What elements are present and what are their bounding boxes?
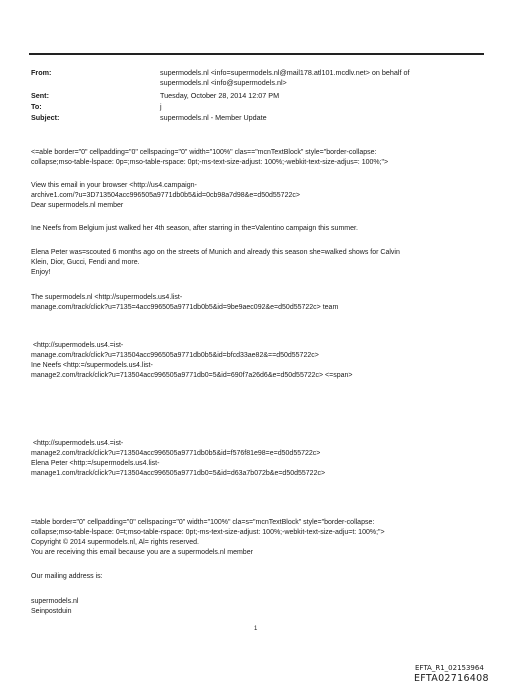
subject-label: Subject: xyxy=(31,113,60,122)
sent-label: Sent: xyxy=(31,91,49,100)
to-label: To: xyxy=(31,102,42,111)
ine-neefs-links: <http://supermodels.us4.=ist- manage.com/track/click?u=713504acc996505a9771db0b5&id=bfcd33ae82&==d50d55722c> Ine Neefs <http:=/supermodels.us4.list- manage2.com/track/click?u=713504acc996505a9771db0=5&id=690f7a26d6&e=d50d55722c> <=span> xyxy=(31,342,353,379)
from-label: From: xyxy=(31,68,52,77)
bates-number-small: EFTA_R1_02153964 xyxy=(415,664,484,672)
page-number: 1 xyxy=(254,626,258,632)
to-value: j xyxy=(160,102,162,111)
team-paragraph: The supermodels.nl <http://supermodels.us4.list- manage.com/track/click?u=7135=4acc996505a9771db0b5&id=9be9aec092&e=d50d55722c> team xyxy=(31,294,339,311)
subject-value: supermodels.nl - Member Update xyxy=(160,113,267,122)
ine-neefs-paragraph: Ine Neefs from Belgium just walked her 4th season, after starring in the=Valentino campaign this summer. xyxy=(31,225,358,232)
mailing-address-label: Our mailing address is: xyxy=(31,573,103,580)
mailing-address: supermodels.nl Seinpostduin xyxy=(31,598,79,615)
html-fragment-paragraph: <=able border="0" cellpadding="0" cellspacing="0" width="100%" clas=="mcnTextBlock" style="border-collapse: collapse;mso-table-lspace: 0p=;mso-table-rspace: 0pt;-ms-text-size-adjust: 100%;-webkit-text-size-adjus=: 100%;"> xyxy=(31,149,389,166)
browser-link-paragraph: View this email in your browser <http://us4.campaign- archive1.com/?u=3D713504acc996505a9771db0b5&id=0cb98a7d98&e=d50d55722c> Dear supermodels.nl member xyxy=(31,182,300,209)
elena-peter-links: <http://supermodels.us4.=ist- manage2.com/track/click?u=713504acc996505a9771db0b5&id=f576f81e98=e=d50d55722c> Elena Peter <http:=/supermodels.us4.list- manage1.com/track/click?u=713504acc996505a9771db0=5&id=d63a7b072b&e=d50d55722c> xyxy=(31,440,326,477)
from-value: supermodels.nl <info=supermodels.nl@mail178.atl101.mcdlv.net> on behalf of supermodels.nl <info@supermodels.nl> xyxy=(160,68,410,87)
elena-peter-paragraph: Elena Peter was=scouted 6 months ago on the streets of Munich and already this season she=walked shows for Calvin Klein, Dior, Gucci, Fendi and more. Enjoy! xyxy=(31,249,400,276)
copyright-paragraph: =table border="0" cellpadding="0" cellspacing="0" width="100%" cla=s="mcnTextBlock" style="border-collapse: collapse;mso-table-lspace: 0=t;mso-table-rspace: 0pt;-ms-text-size-adjust: 100%;-webkit-text-size-adju=t: 100%;"> Copyright © 2014 supermodels.nl, Al= rights reserved. You are receiving this email because you are a supermodels.nl member xyxy=(31,519,385,556)
header-rule xyxy=(29,53,484,55)
bates-number-large: EFTA02716408 xyxy=(414,673,489,684)
sent-value: Tuesday, October 28, 2014 12:07 PM xyxy=(160,91,280,100)
